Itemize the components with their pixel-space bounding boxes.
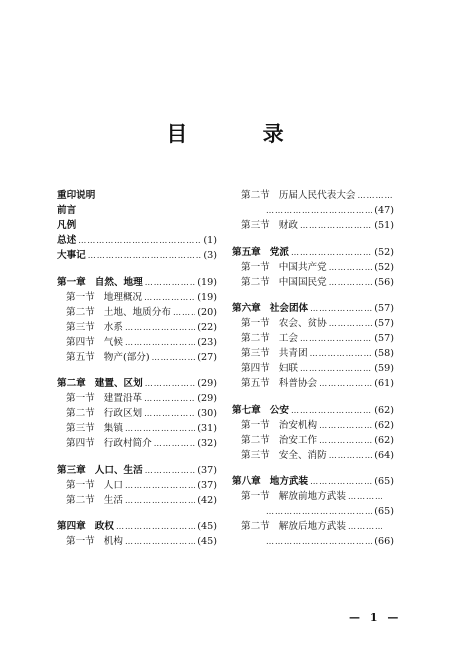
- toc-page-number: (30): [197, 408, 217, 419]
- toc-section-entry: [57, 534, 217, 549]
- toc-section-entry: [232, 316, 394, 331]
- toc-section-entry: [57, 391, 217, 406]
- toc-leader-dots: [291, 245, 372, 260]
- toc-leader-dots: [116, 519, 195, 534]
- toc-leader-dots: [152, 350, 196, 365]
- toc-leader-dots: [145, 275, 196, 290]
- toc-entry-title: 中国共产党: [278, 261, 327, 273]
- toc-entry-label: 第一节: [66, 479, 95, 491]
- toc-page-number: (27): [197, 351, 217, 363]
- toc-entry-title: 总述: [57, 235, 77, 246]
- toc-leader-dots: [310, 474, 372, 489]
- toc-entry-title: 建置沿革: [103, 393, 143, 404]
- toc-section-entry: [232, 275, 394, 290]
- toc-entry-title: 建置、区划: [94, 378, 143, 389]
- toc-leader-dots: [319, 376, 372, 391]
- toc-page-number: (58): [374, 348, 394, 359]
- toc-page-number: (29): [197, 393, 217, 404]
- toc-entry-title: 气候: [103, 336, 123, 348]
- toc-leader-dots: [145, 376, 196, 391]
- toc-section-entry: [57, 493, 217, 508]
- toc-entry-title: 前言: [57, 205, 77, 216]
- toc-chapter-entry: [232, 403, 394, 418]
- toc-entry-label: 第八章: [232, 476, 261, 487]
- toc-entry-label: 第一节: [66, 536, 95, 547]
- toc-leader-dots: [319, 418, 372, 433]
- toc-leader-dots: [125, 335, 195, 350]
- toc-page-number: (57): [374, 318, 394, 329]
- toc-leader-dots: [319, 433, 372, 448]
- toc-section-entry: [57, 478, 217, 493]
- toc-leader-dots: [266, 504, 372, 519]
- toc-leader-dots: [300, 218, 372, 233]
- toc-leader-dots: [144, 391, 195, 406]
- toc-continuation-entry: [232, 504, 394, 519]
- toc-front-entry: [57, 203, 217, 218]
- toc-section-entry: [57, 305, 217, 320]
- toc-continuation-entry: [232, 534, 394, 549]
- toc-page-number: (47): [374, 205, 394, 216]
- toc-section-entry: [57, 320, 217, 335]
- toc-entry-title: 共青团: [278, 348, 308, 359]
- toc-entry-title: 人口、生活: [94, 464, 143, 476]
- toc-page-number: (32): [197, 438, 217, 449]
- toc-entry-title: 财政: [278, 220, 298, 231]
- toc-page-number: (19): [197, 291, 217, 303]
- toc-entry-label: 第六章: [232, 303, 261, 314]
- toc-entry-label: 第二章: [57, 378, 86, 389]
- toc-section-entry: [57, 421, 217, 436]
- toc-page-number: (19): [197, 276, 217, 288]
- toc-section-entry: [232, 448, 394, 463]
- toc-entry-label: 第二节: [241, 521, 270, 532]
- toc-continuation-entry: [232, 203, 394, 218]
- toc-entry-title: 凡例: [57, 220, 77, 231]
- toc-leader-dots: [300, 331, 372, 346]
- toc-section-entry: [232, 376, 394, 391]
- toc-entry-label: 第四章: [57, 521, 86, 532]
- toc-page-number: (65): [374, 506, 394, 517]
- toc-entry-label: 第一节: [241, 419, 270, 431]
- toc-section-entry: [57, 290, 217, 305]
- toc-entry-title: 解放后地方武装: [278, 521, 346, 532]
- toc-entry-label: 第三节: [241, 449, 270, 461]
- toc-page-number: (62): [374, 404, 394, 416]
- toc-entry-title: 地方武装: [269, 476, 309, 487]
- toc-leader-dots: [329, 275, 373, 290]
- toc-page-number: (29): [197, 378, 217, 389]
- toc-entry-title: 重印说明: [57, 190, 96, 201]
- toc-entry-title: 生活: [103, 494, 123, 506]
- toc-leader-dots: [329, 448, 373, 463]
- toc-page-number: (23): [197, 336, 217, 348]
- toc-entry-label: 第一章: [57, 276, 86, 288]
- toc-section-entry: [57, 335, 217, 350]
- toc-chapter-entry: [57, 519, 217, 534]
- toc-entry-label: 第五章: [232, 246, 261, 258]
- toc-page-number: (65): [374, 476, 394, 487]
- toc-section-entry: [232, 260, 394, 275]
- toc-entry-label: 第二节: [241, 190, 270, 201]
- toc-leader-dots: [125, 320, 195, 335]
- toc-page-number: (22): [197, 321, 217, 333]
- toc-page-number: (37): [197, 479, 217, 491]
- toc-chapter-entry: [57, 376, 217, 391]
- toc-page-number: (59): [374, 363, 394, 374]
- toc-section-entry: [232, 489, 394, 504]
- toc-leader-dots: [173, 305, 195, 320]
- toc-entry-title: 党派: [269, 246, 289, 258]
- toc-entry-label: 第五节: [241, 378, 270, 389]
- toc-entry-title: 物产(部分): [103, 351, 150, 363]
- toc-entry-title: 公安: [269, 404, 289, 416]
- toc-section-entry: [232, 218, 394, 233]
- toc-entry-title: 科普协会: [278, 378, 318, 389]
- toc-front-entry: [57, 248, 217, 263]
- toc-page-number: (31): [197, 423, 217, 434]
- toc-leader-dots: [78, 233, 201, 248]
- toc-entry-title: 妇联: [278, 363, 298, 374]
- toc-entry-label: 第四节: [241, 363, 270, 374]
- toc-entry-label: 第二节: [241, 333, 270, 344]
- toc-entry-label: 第二节: [66, 306, 95, 318]
- toc-leader-dots: [145, 463, 196, 478]
- toc-front-entry: [57, 218, 217, 233]
- toc-entry-title: 行政村简介: [103, 438, 152, 449]
- toc-page-number: (66): [374, 536, 394, 547]
- toc-leader-dots: [348, 489, 382, 504]
- toc-leader-dots: [300, 361, 372, 376]
- toc-leader-dots: [348, 519, 382, 534]
- toc-page-number: (57): [374, 333, 394, 344]
- toc-entry-title: 中国国民党: [278, 276, 327, 288]
- toc-entry-label: 第三节: [66, 321, 95, 333]
- toc-entry-title: 解放前地方武装: [278, 491, 346, 502]
- toc-entry-title: 机构: [103, 536, 123, 547]
- toc-entry-label: 第四节: [66, 336, 95, 348]
- toc-entry-title: 工会: [278, 333, 298, 344]
- toc-entry-title: 安全、消防: [278, 449, 327, 461]
- toc-entry-label: 第一节: [241, 261, 270, 273]
- toc-page-number: (45): [197, 521, 217, 532]
- toc-section-entry: [232, 519, 394, 534]
- toc-page-number: (1): [203, 235, 217, 246]
- toc-page-number: (52): [374, 261, 394, 273]
- toc-leader-dots: [125, 534, 195, 549]
- toc-leader-dots: [125, 493, 195, 508]
- toc-page-number: (52): [374, 246, 394, 258]
- toc-page-number: (45): [197, 536, 217, 547]
- toc-chapter-entry: [57, 275, 217, 290]
- toc-entry-title: 水系: [103, 321, 123, 333]
- toc-leader-dots: [310, 301, 372, 316]
- toc-entry-label: 第七章: [232, 404, 261, 416]
- toc-chapter-entry: [232, 474, 394, 489]
- toc-leader-dots: [125, 478, 195, 493]
- toc-section-entry: [57, 436, 217, 451]
- toc-page-number: (37): [197, 464, 217, 476]
- toc-page-number: (61): [374, 378, 394, 389]
- toc-page-number: (42): [197, 494, 217, 506]
- toc-entry-label: 第一节: [66, 291, 95, 303]
- toc-entry-label: 第一节: [241, 491, 270, 502]
- toc-entry-label: 第二节: [241, 276, 270, 288]
- toc-page-number: (20): [197, 306, 217, 318]
- toc-entry-title: 治安工作: [278, 434, 318, 446]
- toc-entry-label: 第三章: [57, 464, 86, 476]
- toc-leader-dots: [266, 203, 372, 218]
- toc-leader-dots: [88, 248, 202, 263]
- toc-leader-dots: [266, 534, 372, 549]
- toc-chapter-entry: [232, 301, 394, 316]
- page-number: — 1 —: [349, 611, 402, 624]
- toc-entry-label: 第三节: [66, 423, 95, 434]
- toc-right-column: [232, 188, 394, 549]
- toc-entry-title: 社会团体: [269, 303, 309, 314]
- toc-section-entry: [232, 188, 394, 203]
- toc-entry-label: 第四节: [66, 438, 95, 449]
- toc-leader-dots: [358, 188, 392, 203]
- toc-section-entry: [232, 346, 394, 361]
- toc-leader-dots: [154, 436, 196, 451]
- toc-section-entry: [232, 331, 394, 346]
- toc-entry-title: 土地、地质分布: [103, 306, 171, 318]
- toc-leader-dots: [329, 316, 373, 331]
- toc-leader-dots: [144, 290, 195, 305]
- toc-leader-dots: [144, 406, 195, 421]
- toc-front-entry: [57, 188, 217, 203]
- toc-entry-title: 自然、地理: [94, 276, 143, 288]
- toc-leader-dots: [291, 403, 372, 418]
- toc-entry-title: 政权: [94, 521, 114, 532]
- toc-page-number: (57): [374, 303, 394, 314]
- toc-leader-dots: [125, 421, 195, 436]
- toc-entry-title: 治安机构: [278, 419, 318, 431]
- toc-entry-label: 第五节: [66, 351, 95, 363]
- toc-left-column: [57, 188, 217, 549]
- toc-section-entry: [57, 406, 217, 421]
- toc-entry-label: 第二节: [66, 494, 95, 506]
- toc-section-entry: [232, 418, 394, 433]
- toc-entry-label: 第二节: [66, 408, 95, 419]
- toc-leader-dots: [310, 346, 373, 361]
- toc-section-entry: [57, 350, 217, 365]
- toc-leader-dots: [329, 260, 373, 275]
- toc-section-entry: [232, 361, 394, 376]
- toc-section-entry: [232, 433, 394, 448]
- toc-front-entry: [57, 233, 217, 248]
- toc-entry-label: 第一节: [241, 318, 270, 329]
- toc-entry-title: 大事记: [57, 250, 86, 261]
- toc-entry-title: 行政区划: [103, 408, 143, 419]
- toc-entry-label: 第一节: [66, 393, 95, 404]
- toc-page-number: (64): [374, 449, 394, 461]
- toc-chapter-entry: [57, 463, 217, 478]
- toc-entry-label: 第二节: [241, 434, 270, 446]
- toc-page-number: (62): [374, 434, 394, 446]
- toc-entry-title: 人口: [103, 479, 123, 491]
- toc-entry-title: 地理概况: [103, 291, 143, 303]
- toc-page-number: (51): [374, 220, 394, 231]
- toc-page-number: (3): [203, 250, 217, 261]
- toc-page-number: (62): [374, 419, 394, 431]
- toc-entry-title: 农会、贫协: [278, 318, 327, 329]
- toc-entry-label: 第三节: [241, 220, 270, 231]
- toc-entry-label: 第三节: [241, 348, 270, 359]
- toc-entry-title: 集镇: [103, 423, 123, 434]
- toc-chapter-entry: [232, 245, 394, 260]
- toc-page-number: (56): [374, 276, 394, 288]
- toc-entry-title: 历届人民代表大会: [278, 190, 356, 201]
- page-title: 目 录: [166, 121, 318, 146]
